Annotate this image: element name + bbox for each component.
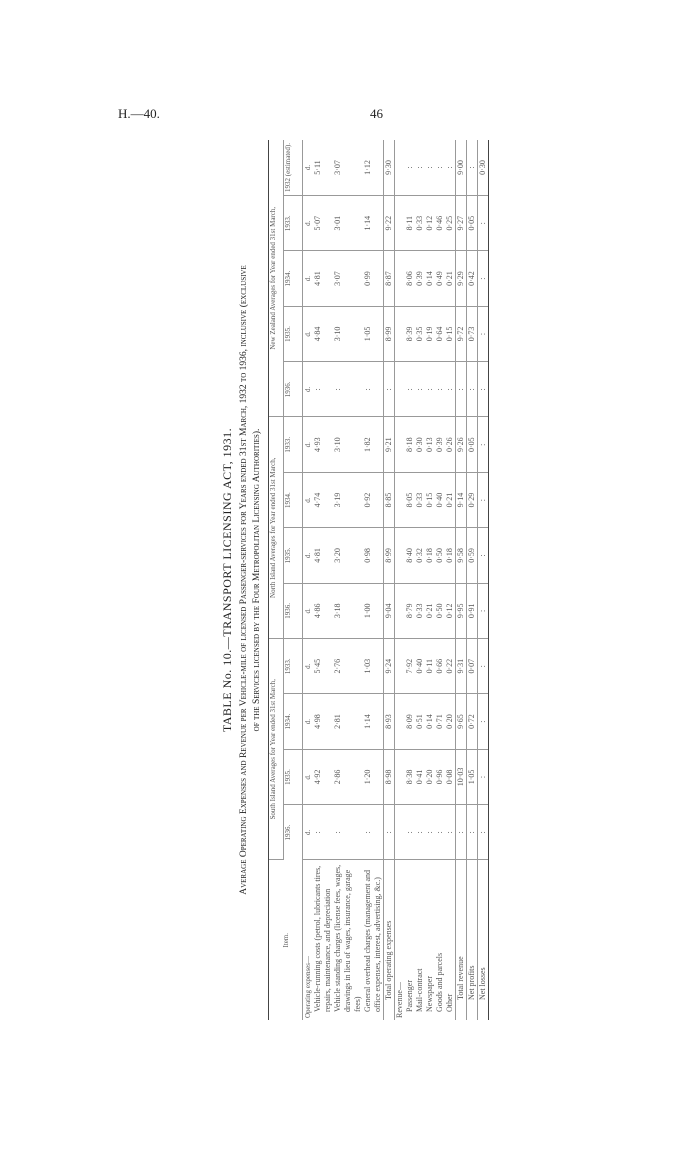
value-cell: 0·59 bbox=[467, 528, 478, 583]
value-cell: 1·14 bbox=[363, 196, 384, 251]
value-cell: 8·93 bbox=[384, 694, 395, 749]
year-header: 1936. bbox=[284, 805, 303, 860]
value-cell: 3·18 bbox=[333, 583, 363, 638]
value-cell: 4·81 bbox=[313, 251, 333, 306]
value-cell: : bbox=[415, 140, 425, 196]
value-cell: : bbox=[445, 805, 456, 860]
value-cell: 0·11 bbox=[425, 639, 435, 694]
value-cell: 8·87 bbox=[384, 251, 395, 306]
value-cell: d. bbox=[303, 306, 314, 361]
table-subtitle bbox=[238, 140, 264, 1020]
year-header: 1932 (estimated). bbox=[284, 140, 303, 196]
value-cell: : bbox=[425, 805, 435, 860]
value-cell: 9·95 bbox=[456, 583, 467, 638]
value-cell: : bbox=[478, 805, 489, 860]
value-cell: 0·21 bbox=[445, 472, 456, 527]
value-cell: d. bbox=[303, 528, 314, 583]
value-cell: 9·65 bbox=[456, 694, 467, 749]
value-cell: : bbox=[415, 805, 425, 860]
value-cell: 8·79 bbox=[405, 583, 415, 638]
value-cell: 4·84 bbox=[313, 306, 333, 361]
value-cell: : bbox=[445, 140, 456, 196]
revenue-heading-row bbox=[395, 140, 406, 1020]
year-header: 1934. bbox=[284, 694, 303, 749]
value-cell: 3·01 bbox=[333, 196, 363, 251]
value-cell: 1·05 bbox=[467, 749, 478, 804]
value-cell: d. bbox=[303, 805, 314, 860]
value-cell: 4·98 bbox=[313, 694, 333, 749]
page-number: 46 bbox=[370, 106, 383, 121]
value-cell: 0·50 bbox=[435, 528, 445, 583]
year-header: 1934. bbox=[284, 251, 303, 306]
value-cell: : bbox=[333, 805, 363, 860]
value-cell: 8·05 bbox=[405, 472, 415, 527]
row-net-losses bbox=[478, 140, 489, 1020]
value-cell: 7·92 bbox=[405, 639, 415, 694]
value-cell: 3·07 bbox=[333, 140, 363, 196]
value-cell: : bbox=[425, 362, 435, 417]
value-cell: 0·73 bbox=[467, 306, 478, 361]
value-cell: 2·81 bbox=[333, 694, 363, 749]
value-cell: 9·29 bbox=[456, 251, 467, 306]
value-cell: : bbox=[478, 583, 489, 638]
value-cell: 0·33 bbox=[415, 472, 425, 527]
value-cell: 0·18 bbox=[445, 528, 456, 583]
year-header: 1935. bbox=[284, 528, 303, 583]
value-cell: : bbox=[478, 362, 489, 417]
value-cell: 1·12 bbox=[363, 140, 384, 196]
value-cell: 0·35 bbox=[415, 306, 425, 361]
value-cell bbox=[395, 251, 406, 306]
value-cell: 0·05 bbox=[467, 196, 478, 251]
value-cell: 8·40 bbox=[405, 528, 415, 583]
value-cell: d. bbox=[303, 694, 314, 749]
value-cell: : bbox=[313, 805, 333, 860]
value-cell: 0·30 bbox=[478, 140, 489, 196]
value-cell: d. bbox=[303, 472, 314, 527]
row-label: Net profits bbox=[467, 860, 478, 1020]
row-label: Operating expenses— bbox=[304, 955, 312, 1018]
value-cell: d. bbox=[303, 583, 314, 638]
value-cell: 0·32 bbox=[415, 528, 425, 583]
value-cell: 9·72 bbox=[456, 306, 467, 361]
value-cell: 0·12 bbox=[445, 583, 456, 638]
value-cell: 5·45 bbox=[313, 639, 333, 694]
value-cell: : bbox=[467, 362, 478, 417]
value-cell: 0·18 bbox=[425, 528, 435, 583]
value-cell: 4·74 bbox=[313, 472, 333, 527]
value-cell: 0·21 bbox=[445, 251, 456, 306]
value-cell: 0·30 bbox=[415, 417, 425, 472]
value-cell bbox=[395, 362, 406, 417]
value-cell: : bbox=[445, 362, 456, 417]
value-cell: 5·07 bbox=[313, 196, 333, 251]
value-cell: 9·22 bbox=[384, 196, 395, 251]
value-cell: 8·99 bbox=[384, 306, 395, 361]
value-cell: 1·05 bbox=[363, 306, 384, 361]
table-title: TABLE No. 10.—TRANSPORT LICENSING ACT, 1931. bbox=[220, 427, 234, 733]
value-cell: : bbox=[467, 140, 478, 196]
row-mail-contract bbox=[415, 140, 425, 1020]
year-header: 1934. bbox=[284, 472, 303, 527]
value-cell: 2·86 bbox=[333, 749, 363, 804]
value-cell: : bbox=[478, 417, 489, 472]
row-newspaper bbox=[425, 140, 435, 1020]
year-header: 1935. bbox=[284, 306, 303, 361]
value-cell bbox=[395, 805, 406, 860]
value-cell: : bbox=[456, 362, 467, 417]
value-cell: 1·20 bbox=[363, 749, 384, 804]
row-net-profits bbox=[467, 140, 478, 1020]
value-cell: 3·10 bbox=[333, 417, 363, 472]
value-cell: 3·07 bbox=[333, 251, 363, 306]
value-cell: 4·92 bbox=[313, 749, 333, 804]
year-header: 1936. bbox=[284, 362, 303, 417]
value-cell: 0·42 bbox=[467, 251, 478, 306]
data-table bbox=[268, 140, 489, 1020]
value-cell: 9·24 bbox=[384, 639, 395, 694]
value-cell: 9·58 bbox=[456, 528, 467, 583]
value-cell: : bbox=[435, 140, 445, 196]
value-cell: 9·04 bbox=[384, 583, 395, 638]
value-cell: 0·07 bbox=[467, 639, 478, 694]
value-cell: 8·98 bbox=[384, 749, 395, 804]
value-cell: : bbox=[478, 528, 489, 583]
value-cell: 8·85 bbox=[384, 472, 395, 527]
value-cell: : bbox=[478, 472, 489, 527]
subtitle-line-2: of the Services licensed by the Four Metropolitan Licensing Authorities). bbox=[252, 428, 262, 732]
value-cell: : bbox=[405, 805, 415, 860]
value-cell: 0·20 bbox=[425, 749, 435, 804]
value-cell: : bbox=[435, 362, 445, 417]
value-cell: 8·09 bbox=[405, 694, 415, 749]
value-cell: 2·76 bbox=[333, 639, 363, 694]
value-cell: 0·72 bbox=[467, 694, 478, 749]
value-cell: : bbox=[478, 639, 489, 694]
value-cell: 4·86 bbox=[313, 583, 333, 638]
value-cell: 9·26 bbox=[456, 417, 467, 472]
value-cell: 0·21 bbox=[425, 583, 435, 638]
group-header-nz: New Zealand Averages for Year ended 31st March, bbox=[269, 140, 284, 417]
row-label: Vehicle-running costs (petrol, lubricants tires, repairs, maintenance, and depreciation bbox=[313, 865, 332, 1012]
value-cell: 0·96 bbox=[435, 749, 445, 804]
value-cell: 0·40 bbox=[415, 639, 425, 694]
value-cell: 3·20 bbox=[333, 528, 363, 583]
row-label: Total operating expenses bbox=[384, 860, 395, 1020]
rotated-table-block bbox=[218, 140, 553, 1020]
value-cell: d. bbox=[303, 251, 314, 306]
value-cell: 0·14 bbox=[425, 694, 435, 749]
value-cell: 0·92 bbox=[363, 472, 384, 527]
value-cell: 8·11 bbox=[405, 196, 415, 251]
value-cell: 0·33 bbox=[415, 196, 425, 251]
value-cell: 9·30 bbox=[384, 140, 395, 196]
value-cell bbox=[395, 583, 406, 638]
value-cell: : bbox=[435, 805, 445, 860]
value-cell: 0·13 bbox=[425, 417, 435, 472]
value-cell: 9·14 bbox=[456, 472, 467, 527]
value-cell: 0·46 bbox=[435, 196, 445, 251]
value-cell: 3·19 bbox=[333, 472, 363, 527]
value-cell: 8·18 bbox=[405, 417, 415, 472]
row-vehicle-standing bbox=[333, 140, 363, 1020]
value-cell: 9·31 bbox=[456, 639, 467, 694]
value-cell: : bbox=[478, 196, 489, 251]
row-label: Net losses bbox=[478, 860, 489, 1020]
value-cell: : bbox=[384, 362, 395, 417]
value-cell: 0·64 bbox=[435, 306, 445, 361]
value-cell: 3·10 bbox=[333, 306, 363, 361]
value-cell: 1·00 bbox=[363, 583, 384, 638]
value-cell: : bbox=[478, 694, 489, 749]
value-cell: d. bbox=[303, 140, 314, 196]
value-cell: 0·51 bbox=[415, 694, 425, 749]
value-cell: 0·33 bbox=[415, 583, 425, 638]
year-header: 1933. bbox=[284, 196, 303, 251]
value-cell: 8·39 bbox=[405, 306, 415, 361]
row-label: Newspaper bbox=[425, 976, 434, 1012]
value-cell: 10·03 bbox=[456, 749, 467, 804]
value-cell: : bbox=[363, 805, 384, 860]
value-cell: 0·08 bbox=[445, 749, 456, 804]
subtitle-line-1: Average Operating Expenses and Revenue per Vehicle-mile of licensed Passenger-services for Years ended 31st March, 1932 to 1936, inclusive (exclusive bbox=[239, 265, 249, 895]
value-cell: : bbox=[467, 805, 478, 860]
value-cell: 8·06 bbox=[405, 251, 415, 306]
value-cell: 0·39 bbox=[415, 251, 425, 306]
row-label: Other bbox=[445, 993, 454, 1012]
page-reference: H.—40. bbox=[118, 106, 160, 121]
value-cell bbox=[395, 306, 406, 361]
row-general-overhead bbox=[363, 140, 384, 1020]
value-cell: 0·66 bbox=[435, 639, 445, 694]
value-cell: 0·26 bbox=[445, 417, 456, 472]
value-cell: d. bbox=[303, 417, 314, 472]
value-cell bbox=[395, 639, 406, 694]
value-cell: d. bbox=[303, 639, 314, 694]
value-cell: 4·93 bbox=[313, 417, 333, 472]
value-cell bbox=[395, 140, 406, 196]
row-label: Goods and parcels bbox=[435, 952, 444, 1012]
value-cell: : bbox=[405, 362, 415, 417]
value-cell: 0·25 bbox=[445, 196, 456, 251]
value-cell: 0·19 bbox=[425, 306, 435, 361]
row-other bbox=[445, 140, 456, 1020]
value-cell: : bbox=[478, 251, 489, 306]
value-cell: d. bbox=[303, 749, 314, 804]
value-cell: 9·21 bbox=[384, 417, 395, 472]
value-cell bbox=[395, 417, 406, 472]
year-header: 1935. bbox=[284, 749, 303, 804]
value-cell: 0·14 bbox=[425, 251, 435, 306]
value-cell: 0·40 bbox=[435, 472, 445, 527]
row-label: Vehicle standing charges (license fees, wages, drawings in lieu of wages, insurance, garage fees) bbox=[333, 864, 362, 1012]
year-header: 1936. bbox=[284, 583, 303, 638]
row-label: Revenue— bbox=[395, 860, 406, 1020]
row-label: Passenger bbox=[405, 980, 414, 1012]
row-label: General overhead charges (management and office expenses, interest, advertising, &c.) bbox=[363, 869, 382, 1012]
row-goods-parcels bbox=[435, 140, 445, 1020]
value-cell: 9·00 bbox=[456, 140, 467, 196]
value-cell: 0·05 bbox=[467, 417, 478, 472]
row-label: Total revenue bbox=[456, 860, 467, 1020]
value-cell: 8·99 bbox=[384, 528, 395, 583]
value-cell: 0·39 bbox=[435, 417, 445, 472]
value-cell: 9·27 bbox=[456, 196, 467, 251]
value-cell: : bbox=[313, 362, 333, 417]
group-header-north: North Island Averages for Year ended 31st March, bbox=[269, 417, 284, 639]
value-cell: : bbox=[425, 140, 435, 196]
row-total-operating bbox=[384, 140, 395, 1020]
value-cell: 1·14 bbox=[363, 694, 384, 749]
value-cell: 1·82 bbox=[363, 417, 384, 472]
value-cell: d. bbox=[303, 362, 314, 417]
item-header: Item. bbox=[269, 860, 303, 1020]
op-expenses-heading-row bbox=[303, 140, 314, 1020]
row-vehicle-running bbox=[313, 140, 333, 1020]
value-cell: : bbox=[456, 805, 467, 860]
value-cell: 0·29 bbox=[467, 472, 478, 527]
value-cell: : bbox=[478, 749, 489, 804]
value-cell: : bbox=[405, 140, 415, 196]
value-cell: d. bbox=[303, 196, 314, 251]
value-cell: 0·49 bbox=[435, 251, 445, 306]
value-cell: : bbox=[333, 362, 363, 417]
value-cell: 0·91 bbox=[467, 583, 478, 638]
value-cell bbox=[395, 749, 406, 804]
row-label: Mail-contract bbox=[415, 968, 424, 1012]
group-header-south: South Island Averages for Year ended 31st March, bbox=[269, 639, 284, 861]
value-cell: : bbox=[363, 362, 384, 417]
value-cell: : bbox=[384, 805, 395, 860]
value-cell: 0·22 bbox=[445, 639, 456, 694]
value-cell: 0·98 bbox=[363, 528, 384, 583]
value-cell: 0·20 bbox=[445, 694, 456, 749]
value-cell bbox=[395, 528, 406, 583]
value-cell: 0·15 bbox=[445, 306, 456, 361]
value-cell: 0·15 bbox=[425, 472, 435, 527]
value-cell: 4·81 bbox=[313, 528, 333, 583]
year-header: 1933. bbox=[284, 639, 303, 694]
value-cell: 0·71 bbox=[435, 694, 445, 749]
value-cell: 8·38 bbox=[405, 749, 415, 804]
value-cell bbox=[395, 196, 406, 251]
value-cell: 0·50 bbox=[435, 583, 445, 638]
value-cell: 5·11 bbox=[313, 140, 333, 196]
value-cell bbox=[395, 472, 406, 527]
value-cell: 0·41 bbox=[415, 749, 425, 804]
row-passenger bbox=[405, 140, 415, 1020]
value-cell bbox=[395, 694, 406, 749]
row-total-revenue bbox=[456, 140, 467, 1020]
value-cell: : bbox=[415, 362, 425, 417]
value-cell: 0·12 bbox=[425, 196, 435, 251]
value-cell: 1·03 bbox=[363, 639, 384, 694]
value-cell: : bbox=[478, 306, 489, 361]
year-header: 1933. bbox=[284, 417, 303, 472]
value-cell: 0·99 bbox=[363, 251, 384, 306]
